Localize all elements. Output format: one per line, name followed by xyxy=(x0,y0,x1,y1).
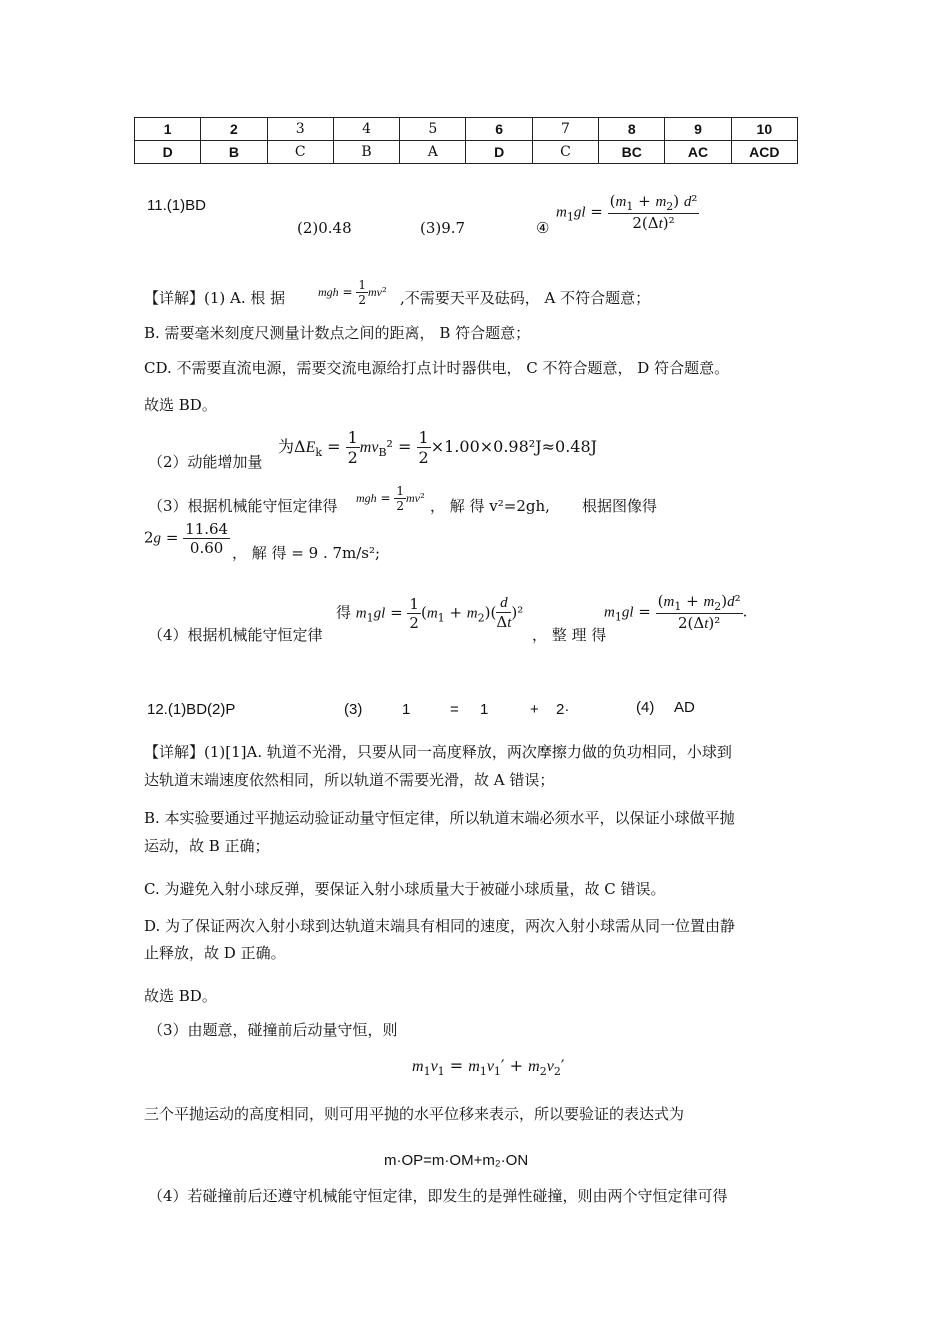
q11-detail-cd: CD. 不需要直流电源，需要交流电源给打点计时器供电， C 不符合题意， D 符合题意。 xyxy=(144,359,730,377)
answer-table-answer-cell: C xyxy=(267,141,333,164)
q12-horizontal-text: 三个平抛运动的高度相同，则可用平抛的水平位移来表示，所以要验证的表达式为 xyxy=(144,1105,685,1123)
answer-table-answers-row xyxy=(135,141,798,164)
q12-answer-3-c: 2· xyxy=(556,701,570,718)
q11-p2-result: ≈0.48J xyxy=(541,437,598,456)
q12-detail-b-line2: 运动，故 B 正确； xyxy=(144,837,270,855)
q11-detail-formula: mgh = $\frac{1}{2}$ mv² xyxy=(318,278,387,307)
q11-p3-graph: 根据图像得 xyxy=(582,497,658,515)
answer-table-answer-cell: ACD xyxy=(731,141,797,164)
q11-p3-den: 0.60 xyxy=(189,539,224,557)
q12-p4-text: （4）若碰撞前后还遵守机械能守恒定律，即发生的是弹性碰撞，则由两个守恒定律可得 xyxy=(148,1187,728,1205)
q12-answer-3-eq: = xyxy=(450,701,459,718)
q12-detail-c: C. 为避免入射小球反弹，要保证入射小球质量大于被碰小球质量，故 C 错误。 xyxy=(144,880,666,898)
q12-expression: m·OP=m·OM+m₂·ON xyxy=(384,1152,529,1169)
answer-table xyxy=(134,117,798,164)
answer-table-number-cell: 1 xyxy=(135,118,201,141)
q11-p4-formula-a: 得 $m_1gl$ = $\frac{1}{2}$ $(m_1 + m_2)$( $\frac{d}{\Delta t}$ )² xyxy=(336,595,524,632)
answer-table-answer-cell: C xyxy=(532,141,598,164)
q11-answer-1: 11.(1)BD xyxy=(147,197,206,214)
q11-p4-formula-b: $m_1gl$ = $\frac{(m_1 + m_2)d^2}{\text{2(Δt)²}}$ . xyxy=(604,592,748,632)
q11-answer-4-formula: $m_1gl$ = $\frac{(m_1 + m_2) d^2}{\text{2(Δt)²}}$ xyxy=(556,192,698,232)
q11-p2-label: （2）动能增加量 xyxy=(148,453,263,471)
answer-table-number-cell: 5 xyxy=(400,118,466,141)
q11-p3-num: 11.64 xyxy=(185,520,229,538)
answer-table-answer-cell: AC xyxy=(665,141,731,164)
q12-p3-text: （3）由题意，碰撞前后动量守恒，则 xyxy=(148,1021,398,1039)
answer-table-answer-cell: D xyxy=(466,141,532,164)
q12-detail-a-line1: 【详解】(1)[1]A. 轨道不光滑，只要从同一高度释放，两次摩擦力做的负功相同，小球到 xyxy=(144,743,732,761)
q11-p2-values: ×1.00×0.98 xyxy=(430,437,529,456)
q12-choose: 故选 BD。 xyxy=(144,987,217,1005)
answer-table-number-cell: 2 xyxy=(201,118,267,141)
q11-p3-solve: ， 解 得 v²=2gh, xyxy=(430,497,550,515)
q12-detail-d-line2: 止释放，故 D 正确。 xyxy=(144,944,286,962)
q11-p4-arrange: ， 整 理 得 xyxy=(532,626,607,644)
q11-p3-label: （3）根据机械能守恒定律得 xyxy=(148,497,338,515)
q11-answer-2: (2)0.48 xyxy=(297,219,352,237)
q12-detail-b-line1: B. 本实验要通过平抛运动验证动量守恒定律，所以轨道末端必须水平，以保证小球做平抛 xyxy=(144,809,735,827)
q12-answer-3: (3) xyxy=(344,701,363,718)
answer-table-numbers-row xyxy=(135,118,798,141)
answer-table-number-cell: 4 xyxy=(333,118,399,141)
answer-table-number-cell: 7 xyxy=(532,118,598,141)
q11-p3-result: ， 解 得 = 9 . 7m/s²; xyxy=(232,544,381,562)
q11-p3-2g: 2g = $\frac{11.64}{0.60}$ xyxy=(144,520,229,557)
q11-detail-prefix: 【详解】(1) A. 根 据 xyxy=(144,289,286,307)
q12-momentum-formula: $m_1v_1 = m_1v_1' + m_2v_2'$ xyxy=(412,1056,565,1079)
q11-answer-4-marker: ④ xyxy=(536,219,550,237)
q11-p2-formula: 为$\Delta E_k$ = $\frac{1}{2}$ $mv_B^2$ = $\frac{1}{2}$ ×1.00×0.98²J≈0.48J xyxy=(278,428,598,467)
q12-detail-d-line1: D. 为了保证两次入射小球到达轨道末端具有相同的速度，两次入射小球需从同一位置由静 xyxy=(144,917,736,935)
answer-table-answer-cell: BC xyxy=(599,141,665,164)
answer-table-answer-cell: A xyxy=(400,141,466,164)
answer-table-number-cell: 6 xyxy=(466,118,532,141)
q11-p4-label: （4）根据机械能守恒定律 xyxy=(148,626,323,644)
q12-answer-4: (4) xyxy=(636,699,655,716)
q11-detail-b: B. 需要毫米刻度尺测量计数点之间的距离， B 符合题意； xyxy=(144,324,531,342)
q12-detail-a-line2: 达轨道末端速度依然相同，所以轨道不需要光滑，故 A 错误； xyxy=(144,771,555,789)
q12-answer-3-plus: + xyxy=(530,701,539,718)
answer-table-number-cell: 8 xyxy=(599,118,665,141)
q12-answer-4-value: AD xyxy=(674,699,695,716)
answer-table-number-cell: 10 xyxy=(731,118,797,141)
answer-table-number-cell: 3 xyxy=(267,118,333,141)
q11-p4-de: 得 xyxy=(336,603,352,622)
answer-table-number-cell: 9 xyxy=(665,118,731,141)
answer-table-answer-cell: B xyxy=(333,141,399,164)
answer-table-answer-cell: D xyxy=(135,141,201,164)
answer-table-answer-cell: B xyxy=(201,141,267,164)
q12-answer-3-a: 1 xyxy=(402,701,411,718)
q11-detail-suffix: ,不需要天平及砝码， A 不符合题意； xyxy=(400,289,651,307)
q11-choose: 故选 BD。 xyxy=(144,396,217,414)
q11-p3-formula: mgh = $\frac{1}{2}$ mv² xyxy=(356,484,425,513)
q12-answer-3-b: 1 xyxy=(480,701,489,718)
q12-answer-line: 12.(1)BD(2)P xyxy=(147,701,236,718)
q11-answer-3: (3)9.7 xyxy=(420,219,466,237)
